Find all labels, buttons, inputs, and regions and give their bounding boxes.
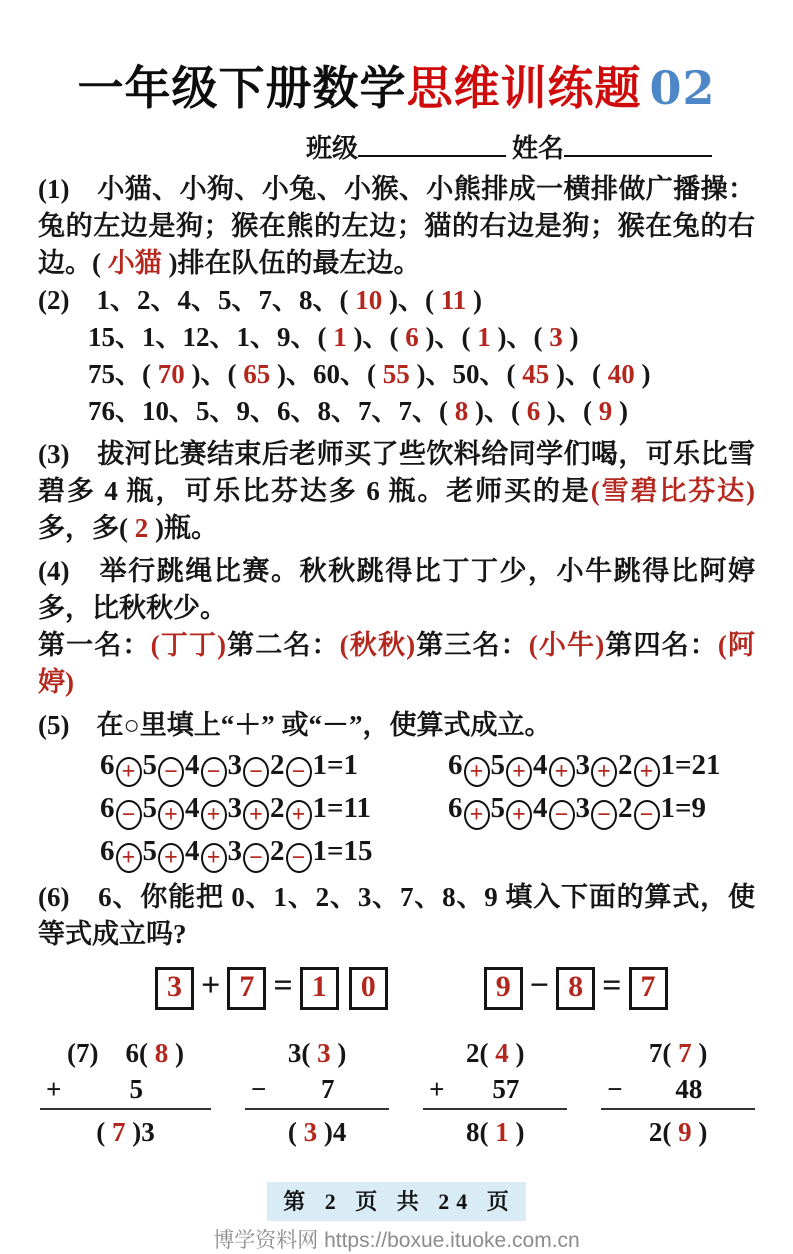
operator-circle: + bbox=[158, 843, 184, 873]
text-segment: )3 bbox=[125, 1116, 155, 1147]
text-segment: 8 bbox=[154, 1037, 169, 1068]
text-segment: 1 bbox=[312, 749, 327, 781]
text-segment: 1 bbox=[477, 322, 491, 352]
q6-text bbox=[38, 879, 755, 953]
q6-equations bbox=[38, 967, 755, 1010]
q2-row-4 bbox=[38, 393, 755, 430]
name-label: 姓名 bbox=[512, 134, 565, 163]
text-segment: 多，多( bbox=[38, 513, 135, 543]
text-segment: 2( bbox=[465, 1037, 496, 1068]
plus-sign: + bbox=[46, 1073, 62, 1104]
text-segment: = bbox=[273, 967, 293, 1004]
text-segment: )、( bbox=[468, 396, 527, 426]
q4-intro bbox=[38, 553, 755, 627]
question-2 bbox=[38, 282, 755, 430]
text-segment: (3) 拔河比赛结束后老师买了些饮料给同学们喝，可乐比雪碧多 4 瓶，可乐比芬达多 6 瓶。老师买的是 bbox=[38, 439, 755, 506]
text-segment: 4 bbox=[533, 792, 548, 824]
text-segment: 小猫 bbox=[107, 248, 162, 278]
q5-equation bbox=[448, 787, 706, 830]
text-segment: ) bbox=[168, 1037, 184, 1068]
text-segment: 3 bbox=[227, 835, 242, 867]
text-segment: )、( bbox=[549, 359, 608, 389]
text-segment: =21 bbox=[675, 749, 721, 781]
class-label: 班级 bbox=[306, 134, 359, 163]
operator-circle: + bbox=[549, 757, 575, 787]
text-segment: 2 bbox=[618, 792, 633, 824]
text-segment: ( bbox=[287, 1116, 304, 1147]
text-segment: + bbox=[201, 967, 221, 1004]
text-segment: 第一名： bbox=[38, 630, 151, 660]
minus-sign: − bbox=[251, 1073, 267, 1104]
text-segment: ) bbox=[691, 1037, 708, 1068]
text-segment: =9 bbox=[675, 792, 707, 824]
q7-column-2 bbox=[245, 1036, 389, 1152]
text-segment: )、50、( bbox=[409, 359, 523, 389]
q5-equation bbox=[448, 744, 721, 787]
text-segment: )、60、( bbox=[270, 359, 383, 389]
text-segment: 6 bbox=[100, 835, 115, 867]
operator-circle: − bbox=[201, 757, 227, 787]
text-segment: 2 bbox=[270, 749, 285, 781]
q7-column-4 bbox=[601, 1036, 755, 1152]
title-number: 02 bbox=[649, 61, 716, 115]
name-blank-field bbox=[564, 131, 712, 157]
text-segment: 45 bbox=[522, 359, 550, 389]
text-segment: 5 bbox=[490, 749, 505, 781]
q5-heading bbox=[38, 707, 755, 744]
text-segment: 6 bbox=[405, 322, 419, 352]
text-segment: (4) 举行跳绳比赛。秋秋跳得比丁丁少，小牛跳得比阿婷多，比秋秋少。 bbox=[38, 556, 755, 623]
q7-operand: 5 bbox=[129, 1073, 143, 1104]
operator-circle: + bbox=[506, 757, 532, 787]
q7-operator-line bbox=[40, 1070, 211, 1110]
q5-equation-row-1 bbox=[38, 744, 755, 787]
operator-circle: + bbox=[634, 757, 660, 787]
text-segment: 55 bbox=[382, 359, 410, 389]
operator-circle: + bbox=[243, 800, 269, 830]
q7-result-line bbox=[245, 1110, 389, 1152]
text-segment: 7 bbox=[112, 1116, 126, 1147]
text-segment: (1) 小猫、小狗、小兔、小猴、小熊排成一横排做广播操：兔的左边是狗；猴在熊的左边；猫的右边是狗；猴在兔的右边。( bbox=[38, 174, 755, 278]
site-credit: 博学资料网 https://boxue.ituoke.com.cn bbox=[213, 1228, 580, 1252]
operator-circle: − bbox=[591, 800, 617, 830]
text-segment: 11 bbox=[440, 285, 467, 315]
text-segment: 4 bbox=[185, 792, 200, 824]
text-segment: 75、( bbox=[88, 359, 158, 389]
operator-circle: + bbox=[116, 757, 142, 787]
q6-equation-subtraction bbox=[479, 967, 673, 1010]
class-blank-field bbox=[358, 131, 506, 157]
text-segment: (5) 在○里填上“＋” 或“－”，使算式成立。 bbox=[38, 710, 552, 740]
text-segment: 8 bbox=[454, 396, 469, 426]
text-segment: 6 bbox=[448, 792, 463, 824]
text-segment: )、( bbox=[490, 322, 550, 352]
operator-circle: − bbox=[158, 757, 184, 787]
text-segment: 6 bbox=[448, 749, 463, 781]
text-segment: )、( bbox=[184, 359, 244, 389]
operator-circle: + bbox=[464, 800, 490, 830]
text-segment: 5 bbox=[142, 749, 157, 781]
q7-top-line bbox=[40, 1036, 211, 1070]
q7-top-line bbox=[601, 1036, 755, 1070]
q7-top-line bbox=[245, 1036, 389, 1070]
text-segment: ) bbox=[562, 322, 579, 352]
text-segment: − bbox=[529, 967, 550, 1004]
text-segment: 5 bbox=[142, 835, 157, 867]
q7-result-line bbox=[423, 1110, 567, 1152]
question-3 bbox=[38, 436, 755, 547]
text-segment: 第四名： bbox=[604, 630, 718, 660]
operator-circle: + bbox=[506, 800, 532, 830]
operator-circle: − bbox=[634, 800, 660, 830]
text-segment: ) bbox=[634, 359, 651, 389]
text-segment: ) bbox=[508, 1037, 525, 1068]
text-segment: (阿婷) bbox=[38, 630, 756, 697]
minus-sign: − bbox=[607, 1073, 623, 1104]
q5-equation-row-3 bbox=[38, 830, 755, 873]
operator-circle: − bbox=[286, 843, 312, 873]
text-segment: 3 bbox=[317, 1037, 331, 1068]
text-segment: )排在队伍的最左边。 bbox=[161, 248, 421, 278]
text-segment: 8( bbox=[465, 1116, 496, 1147]
operator-circle: − bbox=[116, 800, 142, 830]
q7-operand: 57 bbox=[492, 1073, 520, 1104]
text-segment: 1 bbox=[660, 792, 675, 824]
text-segment: 1 bbox=[495, 1116, 509, 1147]
title-subject: 一年级下册数学 bbox=[77, 63, 407, 114]
operator-circle: + bbox=[201, 800, 227, 830]
text-segment: 5 bbox=[142, 792, 157, 824]
text-segment: 9 bbox=[598, 396, 613, 426]
answer-box: 9 bbox=[484, 967, 523, 1010]
text-segment: 2 bbox=[618, 749, 633, 781]
operator-circle: + bbox=[116, 843, 142, 873]
text-segment: 76、10、5、9、6、8、7、7、( bbox=[88, 396, 455, 426]
answer-box: 8 bbox=[556, 967, 595, 1010]
answer-box: 7 bbox=[227, 967, 266, 1010]
text-segment: ) bbox=[612, 396, 628, 426]
text-segment: 9 bbox=[678, 1116, 692, 1147]
question-1 bbox=[38, 171, 755, 282]
text-segment: 2 bbox=[270, 835, 285, 867]
text-segment: )、( bbox=[346, 322, 406, 352]
text-segment: ) bbox=[330, 1037, 347, 1068]
text-segment: =11 bbox=[327, 792, 371, 824]
text-segment: ) bbox=[691, 1116, 708, 1147]
text-segment: 6 bbox=[526, 396, 541, 426]
text-segment: ( bbox=[96, 1116, 113, 1147]
q7-result-line bbox=[40, 1110, 211, 1152]
operator-circle: − bbox=[243, 757, 269, 787]
text-segment: 3 bbox=[227, 792, 242, 824]
text-segment: = bbox=[602, 967, 622, 1004]
text-segment: ) bbox=[466, 285, 482, 315]
operator-circle: + bbox=[201, 843, 227, 873]
text-segment: (6) 6、你能把 0、1、2、3、7、8、9 填入下面的算式，使等式成立吗? bbox=[38, 882, 755, 949]
text-segment: 3 bbox=[575, 792, 590, 824]
q2-row-2 bbox=[38, 319, 755, 356]
text-segment: (小牛) bbox=[528, 630, 605, 660]
text-segment: 1 bbox=[312, 835, 327, 867]
text-segment: )瓶。 bbox=[148, 513, 218, 543]
q7-operator-line bbox=[423, 1070, 567, 1110]
question-7 bbox=[38, 1036, 755, 1152]
text-segment: 65 bbox=[243, 359, 271, 389]
page-title bbox=[38, 52, 755, 118]
text-segment: 第三名： bbox=[415, 630, 529, 660]
q7-operand: 48 bbox=[675, 1073, 703, 1104]
text-segment: 6 bbox=[100, 792, 115, 824]
text-segment: )、( bbox=[418, 322, 478, 352]
text-segment: 40 bbox=[607, 359, 635, 389]
text-segment: 70 bbox=[157, 359, 185, 389]
q7-column-1 bbox=[40, 1036, 211, 1152]
q2-row-3 bbox=[38, 356, 755, 393]
text-segment: )4 bbox=[317, 1116, 347, 1147]
text-segment: (2) 1、2、4、5、7、8、( bbox=[38, 285, 356, 315]
text-segment: 15、1、12、1、9、( bbox=[88, 322, 334, 352]
q6-equation-addition bbox=[150, 967, 393, 1010]
text-segment: 4 bbox=[533, 749, 548, 781]
text-segment: 1 bbox=[333, 322, 347, 352]
title-topic: 思维训练题 bbox=[406, 63, 642, 114]
text-segment: (7) 6( bbox=[67, 1037, 155, 1068]
text-segment: )、( bbox=[382, 285, 441, 315]
text-segment: 1 bbox=[312, 792, 327, 824]
answer-box: 3 bbox=[155, 967, 194, 1010]
text-segment: 3 bbox=[227, 749, 242, 781]
operator-circle: − bbox=[286, 757, 312, 787]
text-segment: (丁丁) bbox=[150, 630, 226, 660]
text-segment: 3 bbox=[549, 322, 563, 352]
page-footer bbox=[38, 1182, 755, 1221]
text-segment: 3 bbox=[575, 749, 590, 781]
q7-operand: 7 bbox=[321, 1073, 335, 1104]
text-segment: =1 bbox=[327, 749, 359, 781]
text-segment: 2 bbox=[270, 792, 285, 824]
q5-equation-row-2 bbox=[38, 787, 755, 830]
text-segment: (雪碧比芬达) bbox=[590, 476, 756, 506]
text-segment: 1 bbox=[660, 749, 675, 781]
operator-circle: + bbox=[158, 800, 184, 830]
q7-operator-line bbox=[601, 1070, 755, 1110]
text-segment: 4 bbox=[185, 749, 200, 781]
text-segment: 第二名： bbox=[225, 630, 340, 660]
operator-circle: − bbox=[549, 800, 575, 830]
q7-column-3 bbox=[423, 1036, 567, 1152]
text-segment: 7 bbox=[678, 1037, 692, 1068]
answer-box: 1 bbox=[300, 967, 339, 1010]
answer-box: 7 bbox=[629, 967, 668, 1010]
text-segment: 7( bbox=[648, 1037, 679, 1068]
q5-equation bbox=[100, 787, 448, 830]
text-segment: (秋秋) bbox=[339, 630, 416, 660]
page-number-badge: 第 2 页 共 24 页 bbox=[267, 1182, 526, 1221]
q7-result-line bbox=[601, 1110, 755, 1152]
operator-circle: + bbox=[286, 800, 312, 830]
q5-equation bbox=[100, 744, 448, 787]
question-5 bbox=[38, 707, 755, 873]
question-4 bbox=[38, 553, 755, 701]
text-segment: =15 bbox=[327, 835, 373, 867]
q7-operator-line bbox=[245, 1070, 389, 1110]
operator-circle: + bbox=[464, 757, 490, 787]
q4-ranking bbox=[38, 627, 755, 701]
text-segment: 3 bbox=[303, 1116, 318, 1147]
q5-equation bbox=[100, 830, 448, 873]
operator-circle: + bbox=[591, 757, 617, 787]
q2-row-1 bbox=[38, 282, 755, 319]
class-name-line bbox=[306, 128, 755, 165]
q7-top-line bbox=[423, 1036, 567, 1070]
operator-circle: − bbox=[243, 843, 269, 873]
text-segment: 2( bbox=[648, 1116, 679, 1147]
text-segment: 4 bbox=[185, 835, 200, 867]
text-segment: 4 bbox=[495, 1037, 509, 1068]
plus-sign: + bbox=[429, 1073, 445, 1104]
text-segment: 2 bbox=[134, 513, 149, 543]
text-segment: )、( bbox=[540, 396, 599, 426]
text-segment: 10 bbox=[355, 285, 383, 315]
text-segment: 5 bbox=[490, 792, 505, 824]
text-segment: 6 bbox=[100, 749, 115, 781]
text-segment: 3( bbox=[287, 1037, 318, 1068]
answer-box: 0 bbox=[349, 967, 388, 1010]
question-6 bbox=[38, 879, 755, 1010]
text-segment: ) bbox=[508, 1116, 525, 1147]
